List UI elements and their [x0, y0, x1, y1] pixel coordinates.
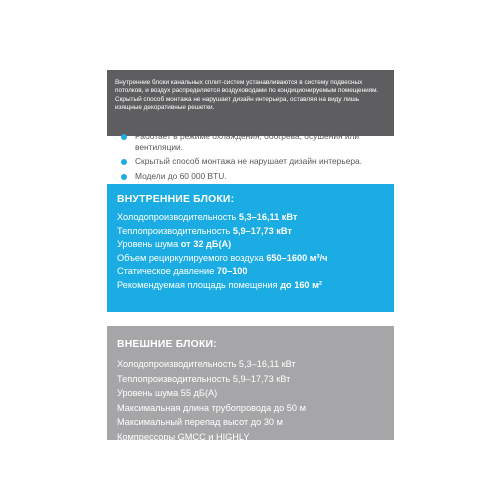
indoor-spec-row [117, 279, 384, 293]
feature-text: Модели до 60 000 BTU. [135, 170, 227, 181]
spec-label: Уровень шума [117, 239, 181, 249]
feature-item [117, 156, 397, 167]
feature-text: Скрытый способ монтажа не нарушает дизайн интерьера. [135, 156, 362, 167]
indoor-units-panel [107, 184, 394, 312]
feature-item [117, 171, 397, 182]
outdoor-spec-row: Максимальный перепад высот до 30 м [117, 417, 283, 427]
spec-value: 5,9–17,73 кВт [232, 225, 292, 236]
spec-label: Холодопроизводительность [117, 212, 239, 222]
spec-value: 70–100 [216, 266, 248, 276]
spec-label: Статическое давление [117, 266, 217, 276]
indoor-units-title: ВНУТРЕННИЕ БЛОКИ: [117, 194, 235, 205]
feature-text: Работает в режиме охлаждения, обогрева, осушения или вентиляции. [135, 131, 360, 153]
indoor-spec-row [117, 265, 384, 279]
spec-label: Теплопроизводительность [117, 225, 233, 236]
outdoor-spec-row: Компрессоры GMCC и HIGHLY [117, 431, 250, 442]
indoor-spec-row [117, 225, 384, 239]
indoor-spec-row [117, 211, 384, 225]
intro-block [107, 70, 394, 136]
spec-value: 650–1600 м³/ч [266, 252, 328, 263]
spec-value: от 32 дБ(А) [180, 239, 232, 249]
bullet-dot-icon [121, 134, 127, 140]
spec-value: до 160 м² [280, 279, 322, 290]
bullet-dot-icon [121, 174, 127, 180]
outdoor-units-title: ВНЕШНИЕ БЛОКИ: [117, 339, 217, 350]
bullet-dot-icon [121, 159, 127, 165]
feature-item [117, 131, 397, 153]
spec-label: Объем рециркулируемого воздуха [117, 252, 267, 263]
feature-list [117, 131, 397, 185]
outdoor-spec-row: Холодопроизводительность 5,3–16,11 кВт [117, 359, 296, 369]
outdoor-spec-row: Теплопроизводительность 5,9–17,73 кВт [117, 373, 291, 384]
spec-value: 5,3–16,11 кВт [238, 212, 298, 222]
outdoor-spec-row: Максимальная длина трубопровода до 50 м [117, 402, 306, 413]
spec-label: Рекомендуемая площадь помещения [117, 279, 281, 290]
outdoor-spec-row: Уровень шума 55 дБ(А) [117, 388, 218, 398]
intro-text: Внутренние блоки канальных сплит-систем устанавливаются в систему подвесных потолков, и воздух распределяется воздуховодами по кондиционируемым помещениям. Скрытый способ монтажа не нарушает дизайн интерьера, оставляя на виду лишь изящные декоративные решетки. [115, 79, 379, 112]
indoor-spec-row [117, 238, 384, 252]
outdoor-units-panel [107, 326, 394, 440]
indoor-spec-row [117, 252, 384, 266]
